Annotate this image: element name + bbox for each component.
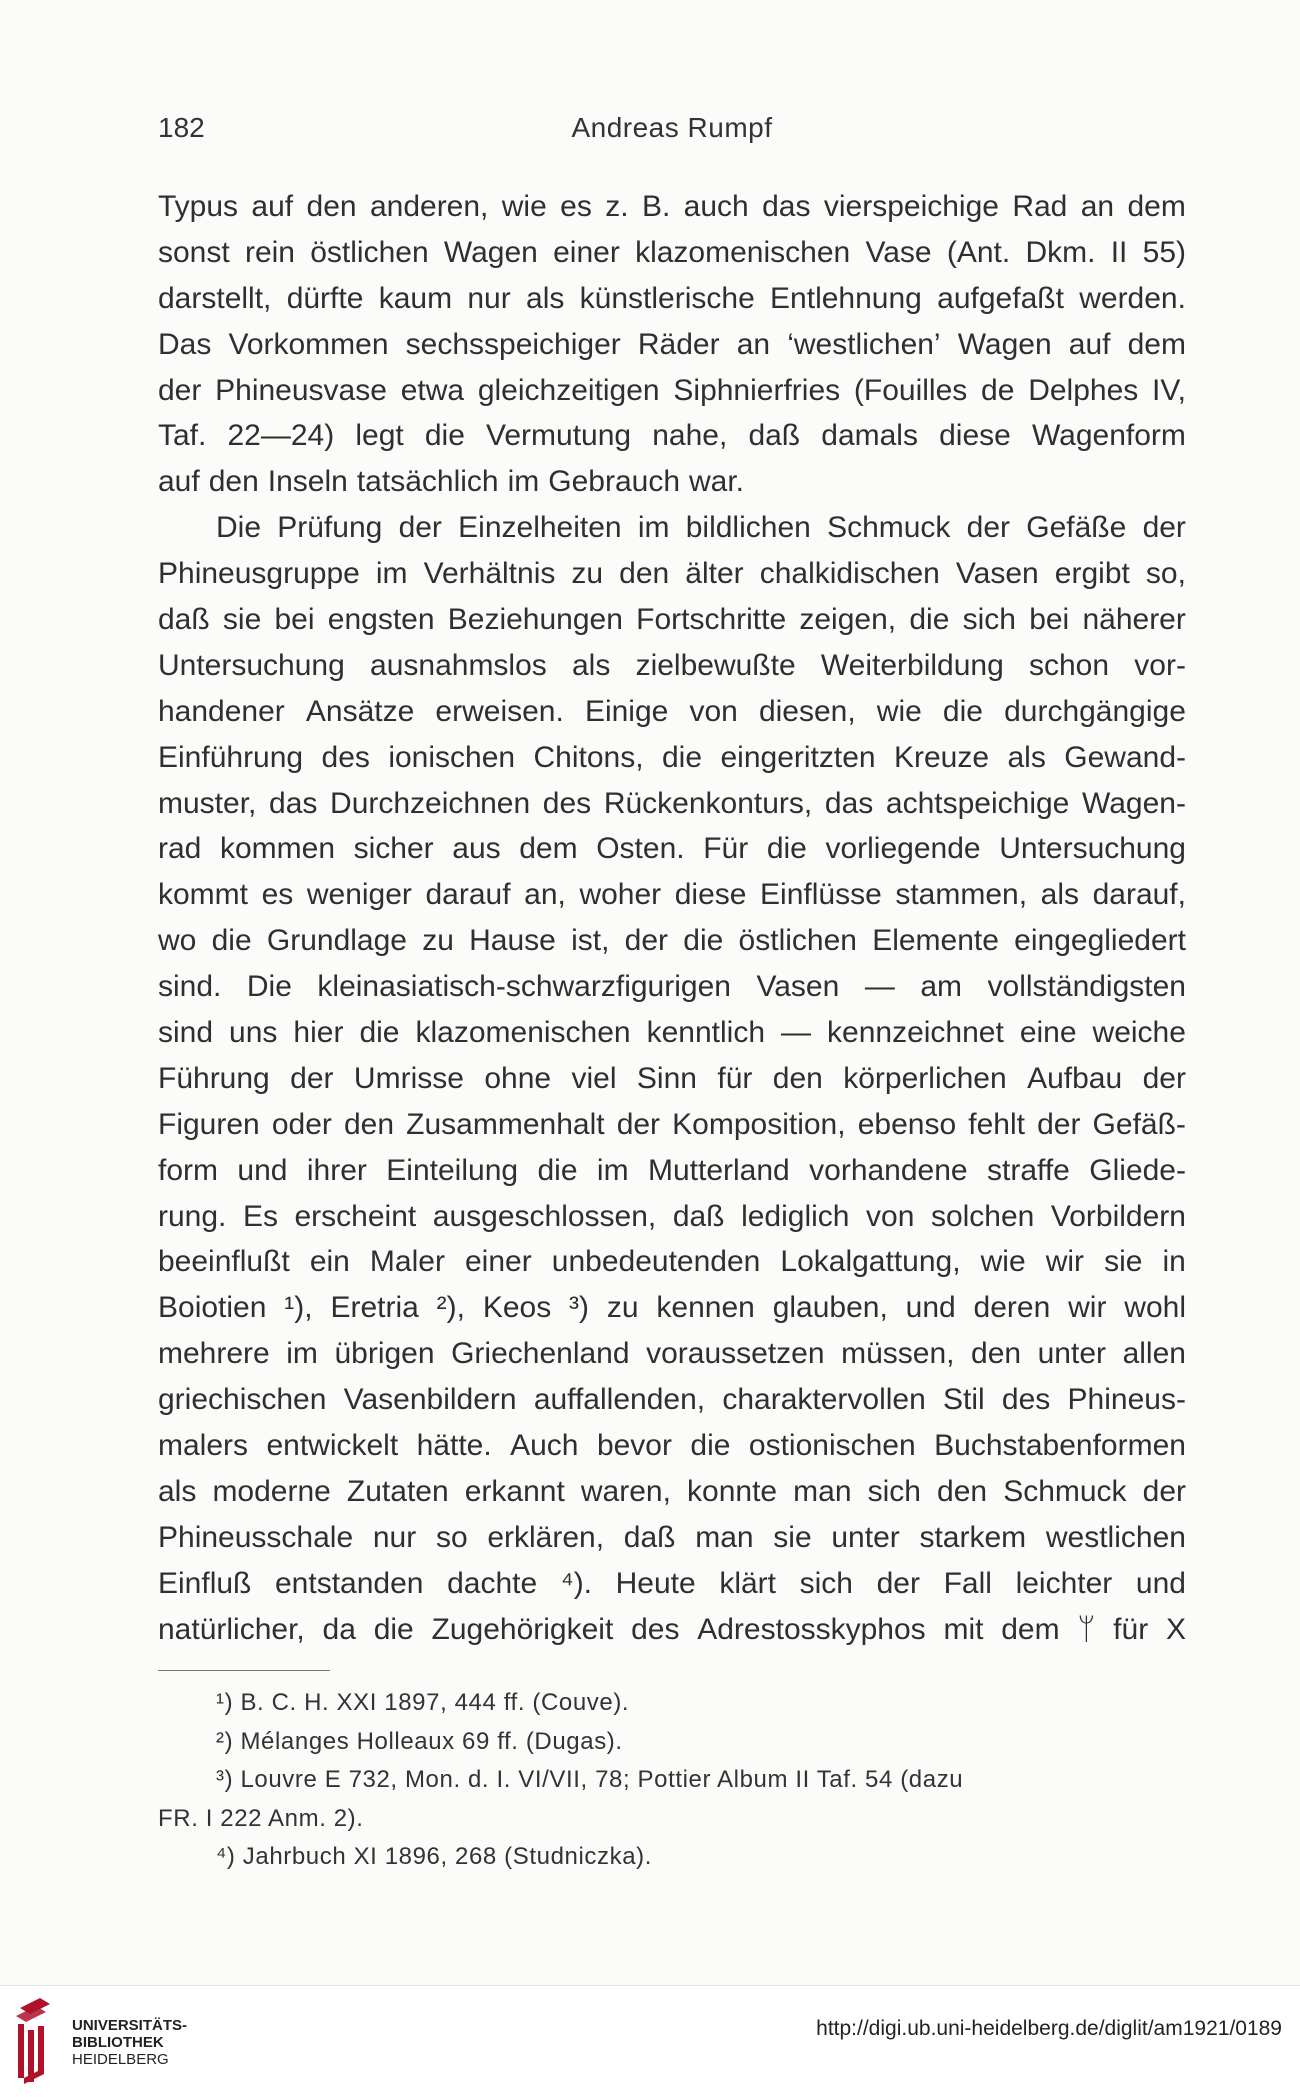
text-line: daß sie bei engsten Beziehungen Fortschritte zeigen, die sich bei näherer [158,603,1186,637]
text-line: handener Ansätze erweisen. Einige von diesen, wie die durchgängige [158,694,1186,728]
text-line: form und ihrer Einteilung die im Mutterland vorhandene straffe Gliede- [158,1153,1186,1187]
text-line: sind. Die kleinasiatisch-schwarzfigurigen Vasen — am vollständigsten [158,970,1186,1004]
footer-bar [0,1985,1300,2097]
footnotes [158,1684,1186,1877]
footnote-4: ⁴) Jahrbuch XI 1896, 268 (Studniczka). [216,1843,653,1870]
text-line: Figuren oder den Zusammenhalt der Komposition, ebenso fehlt der Gefäß- [158,1107,1186,1141]
text-line: Phineusschale nur so erklären, daß man sie unter starkem westlichen [158,1520,1186,1554]
text-line: kommt es weniger darauf an, woher diese Einflüsse stammen, als darauf, [158,878,1186,912]
text-line: Führung der Umrisse ohne viel Sinn für den körperlichen Aufbau der [158,1061,1186,1095]
text-line: wo die Grundlage zu Hause ist, der die östlichen Elemente eingegliedert [158,924,1186,958]
footnote-3: ³) Louvre E 732, Mon. d. I. VI/VII, 78; Pottier Album II Taf. 54 (dazu [216,1766,964,1793]
text-line: sind uns hier die klazomenischen kenntlich — kennzeichnet eine weiche [158,1016,1186,1050]
library-line-2: BIBLIOTHEK [72,2034,164,2051]
text-line: der Phineusvase etwa gleichzeitigen Siphnierfries (Fouilles de Delphes IV, [158,373,1186,407]
text-line: Taf. 22—24) legt die Vermutung nahe, daß damals diese Wagenform [158,419,1186,453]
running-head-author: Andreas Rumpf [571,112,773,143]
footnote-3-continued: FR. I 222 Anm. 2). [158,1804,364,1832]
page-number: 182 [158,112,205,143]
body-text [158,184,1186,1653]
source-url[interactable]: http://digi.ub.uni-heidelberg.de/diglit/am1921/0189 [816,2017,1282,2040]
library-line-1: UNIVERSITÄTS- [72,2017,188,2034]
text-line: Boiotien ¹), Eretria ²), Keos ³) zu kennen glauben, und deren wir wohl [158,1291,1186,1325]
text-line: Typus auf den anderen, wie es z. B. auch das vierspeichige Rad an dem [158,190,1186,223]
text-line: Einführung des ionischen Chitons, die eingeritzten Kreuze als Gewand- [158,740,1186,774]
text-line: griechischen Vasenbildern auffallenden, charaktervollen Stil des Phineus- [158,1383,1186,1417]
text-line: Die Prüfung der Einzelheiten im bildlichen Schmuck der Gefäße der [216,511,1186,545]
text-line: Das Vorkommen sechsspeichiger Räder an ‘westlichen’ Wagen auf dem [158,327,1186,361]
text-line: natürlicher, da die Zugehörigkeit des Adrestosskyphos mit dem ᛘ für X [158,1612,1186,1646]
text-line: rung. Es erscheint ausgeschlossen, daß lediglich von solchen Vorbildern [158,1199,1186,1233]
text-line: sonst rein östlichen Wagen einer klazomenischen Vase (Ant. Dkm. II 55) [158,235,1186,269]
text-line: mehrere im übrigen Griechenland voraussetzen müssen, den unter allen [158,1337,1186,1371]
text-line: auf den Inseln tatsächlich im Gebrauch war. [158,465,745,499]
footnote-1: ¹) B. C. H. XXI 1897, 444 ff. (Couve). [216,1689,630,1716]
text-line: als moderne Zutaten erkannt waren, konnte man sich den Schmuck der [158,1474,1186,1508]
text-line: Untersuchung ausnahmslos als zielbewußte Weiterbildung schon vor- [158,648,1186,682]
text-line: Einfluß entstanden dachte ⁴). Heute klärt sich der Fall leichter und [158,1566,1186,1600]
library-logo-icon [10,1996,58,2086]
text-line: Phineusgruppe im Verhältnis zu den älter chalkidischen Vasen ergibt so, [158,557,1186,591]
library-line-3: HEIDELBERG [72,2051,169,2068]
footnote-rule [158,1670,330,1671]
text-line: beeinflußt ein Maler einer unbedeutenden Lokalgattung, wie wir sie in [158,1245,1186,1279]
footnote-2: ²) Mélanges Holleaux 69 ff. (Dugas). [216,1727,623,1755]
text-line: muster, das Durchzeichnen des Rückenkonturs, das achtspeichige Wagen- [158,786,1186,820]
library-name [72,2017,187,2068]
running-header [158,112,1186,156]
text-line: rad kommen sicher aus dem Osten. Für die vorliegende Untersuchung [158,832,1186,866]
text-line: malers entwickelt hätte. Auch bevor die ostionischen Buchstabenformen [158,1429,1186,1463]
text-line: darstellt, dürfte kaum nur als künstlerische Entlehnung aufgefaßt werden. [158,281,1186,315]
